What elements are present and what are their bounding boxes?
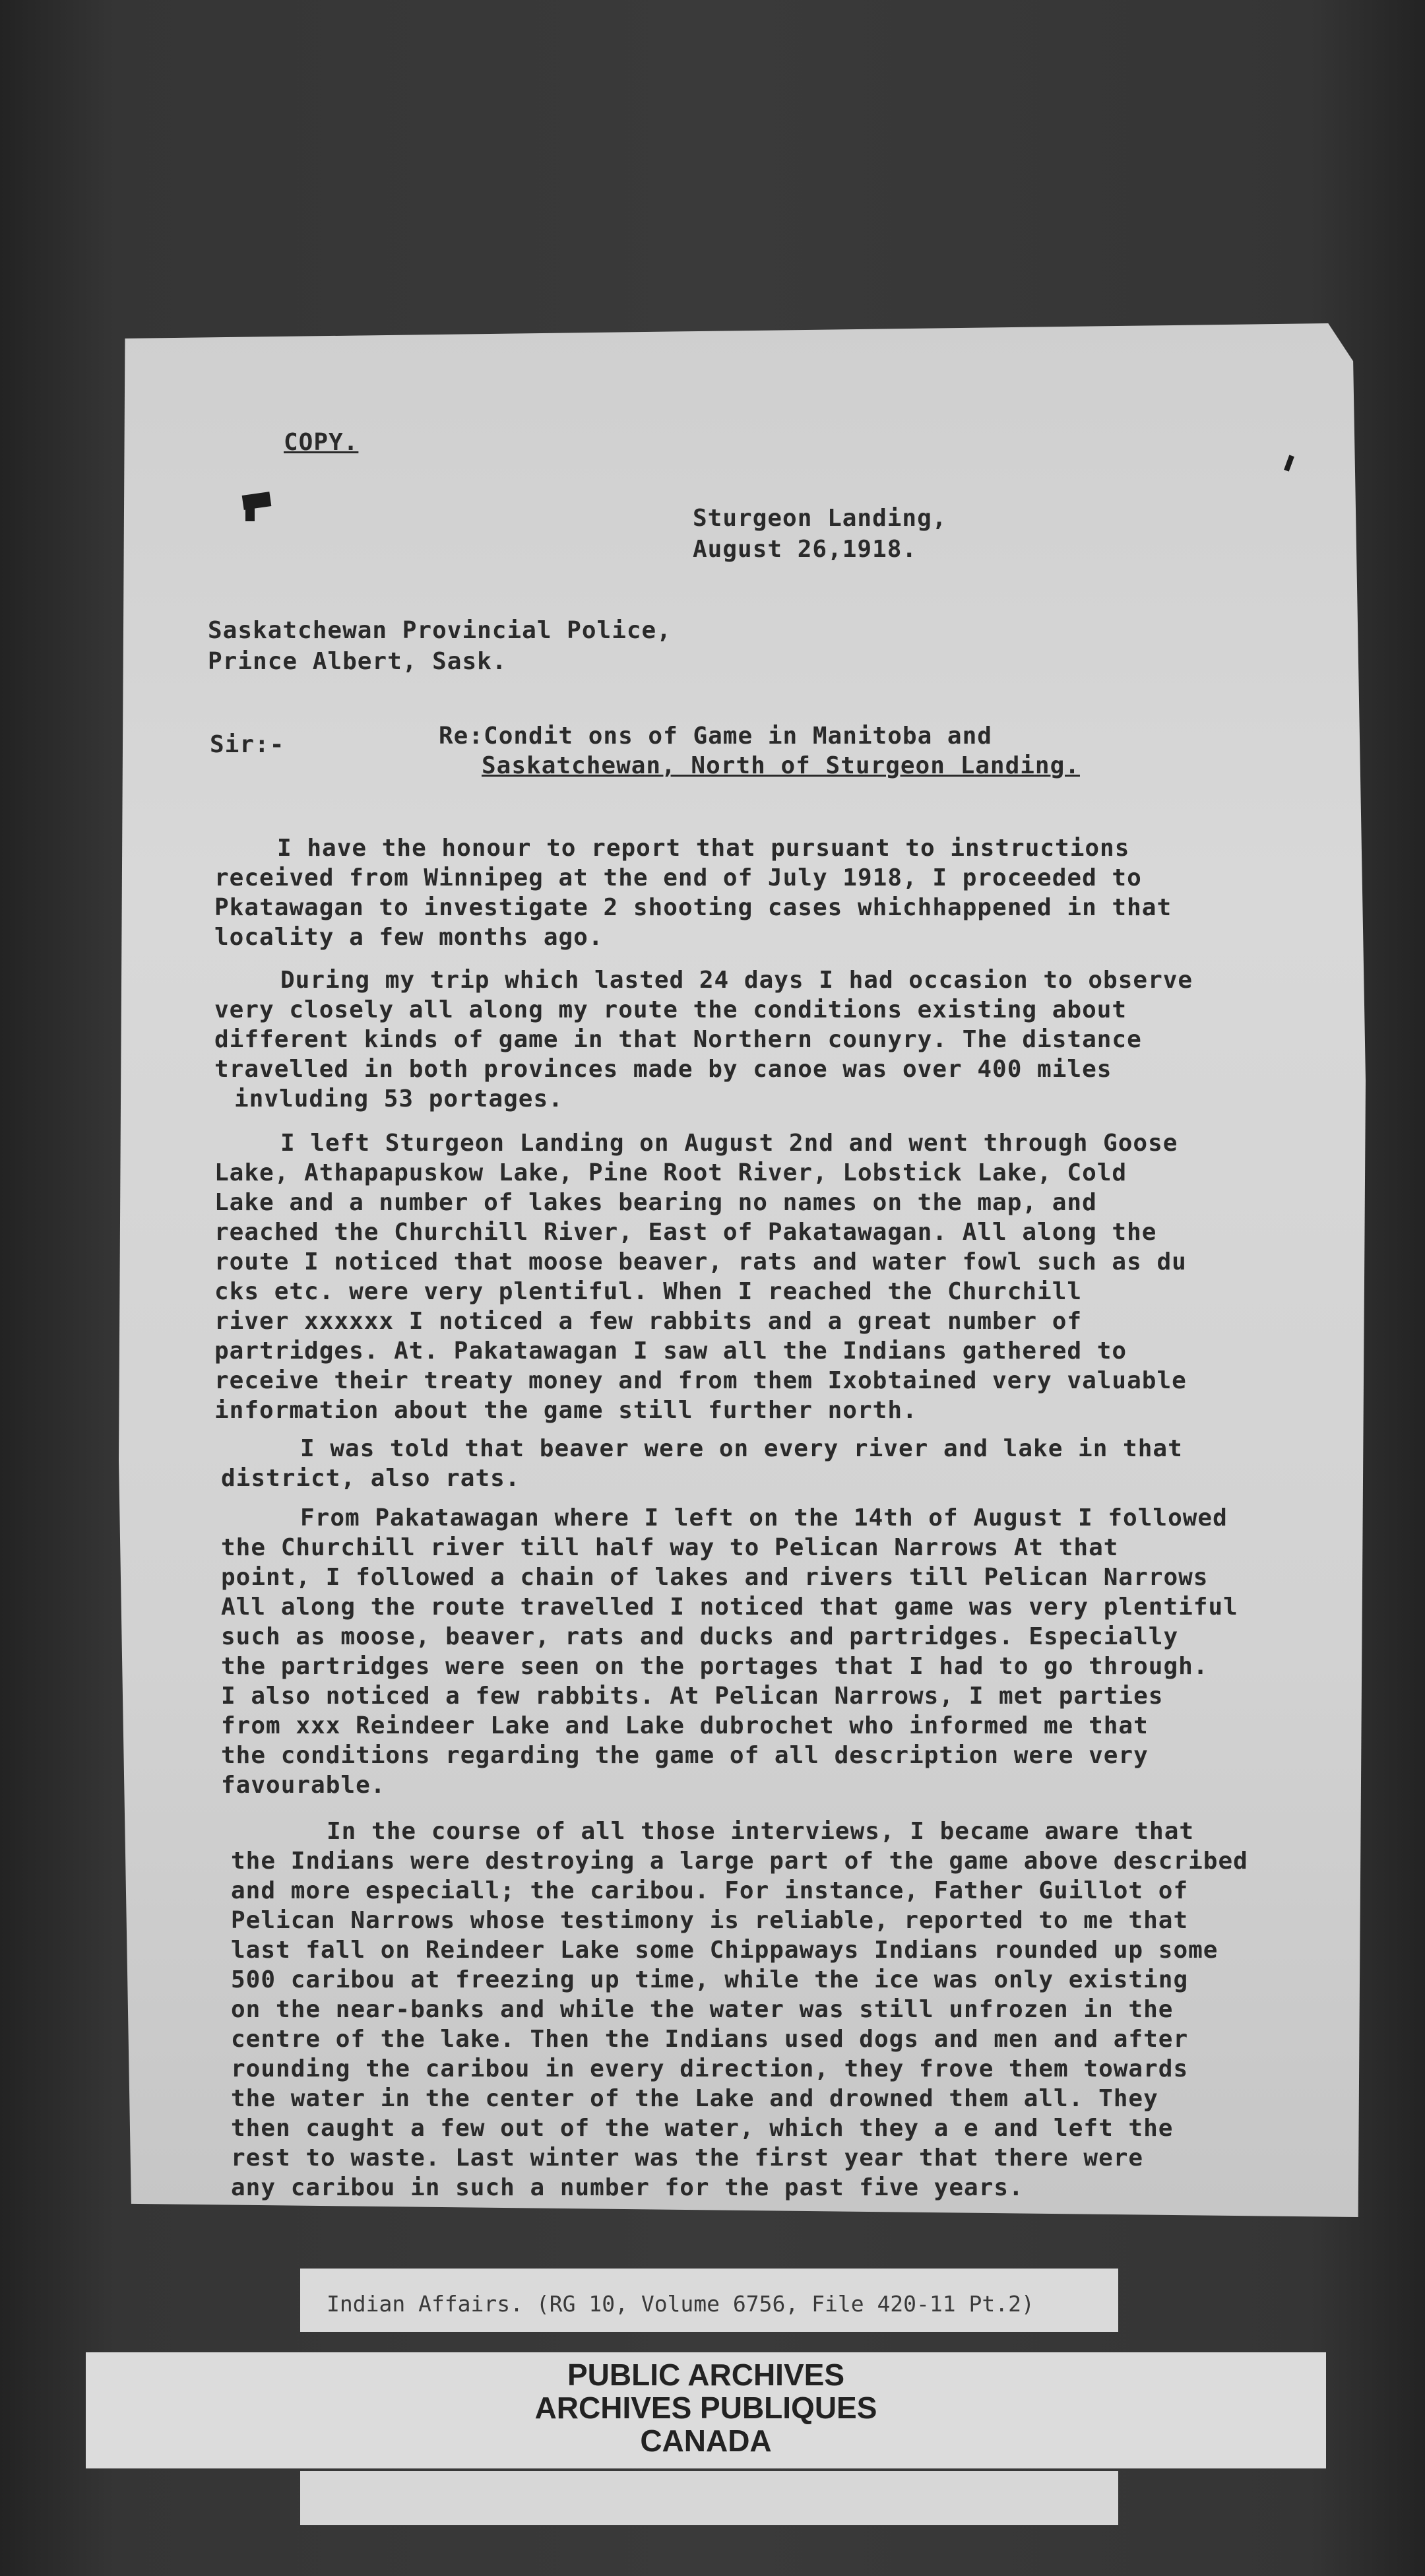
body-line: the conditions regarding the game of all description were very <box>221 1742 1149 1769</box>
copy-label: COPY. <box>284 429 359 456</box>
body-line: During my trip which lasted 24 days I had occasion to observe <box>280 967 1193 994</box>
body-line: I also noticed a few rabbits. At Pelican Narrows, I met parties <box>221 1683 1164 1710</box>
body-line: very closely all along my route the conditions existing about <box>214 996 1127 1023</box>
body-line: travelled in both provinces made by canoe was over 400 miles <box>214 1056 1112 1083</box>
body-line: the Indians were destroying a large part of the game above described <box>231 1848 1248 1875</box>
body-line: point, I followed a chain of lakes and rivers till Pelican Narrows <box>221 1564 1209 1591</box>
body-line: Lake and a number of lakes bearing no names on the map, and <box>214 1189 1097 1216</box>
body-line: I was told that beaver were on every river and lake in that <box>300 1435 1183 1462</box>
body-line: then caught a few out of the water, which they a e and left the <box>231 2115 1174 2142</box>
body-line: such as moose, beaver, rats and ducks and partridges. Especially <box>221 1623 1179 1650</box>
body-line: any caribou in such a number for the past five years. <box>231 2174 1024 2201</box>
body-line: I left Sturgeon Landing on August 2nd and went through Goose <box>280 1130 1178 1157</box>
body-line: favourable. <box>221 1772 386 1799</box>
body-line: district, also rats. <box>221 1465 521 1492</box>
body-line: receive their treaty money and from them Ixobtained very valuable <box>214 1367 1187 1394</box>
body-line: Pelican Narrows whose testimony is reliable, reported to me that <box>231 1907 1189 1934</box>
body-line: partridges. At. Pakatawagan I saw all the Indians gathered to <box>214 1337 1127 1365</box>
body-line: In the course of all those interviews, I became aware that <box>327 1818 1195 1845</box>
body-line: centre of the lake. Then the Indians used dogs and men and after <box>231 2026 1189 2053</box>
body-line: the partridges were seen on the portages that I had to go through. <box>221 1653 1209 1680</box>
archives-stamp-line: PUBLIC ARCHIVES <box>567 2358 844 2392</box>
addressee-line: Prince Albert, Sask. <box>208 648 507 675</box>
body-line: cks etc. were very plentiful. When I reached the Churchill <box>214 1278 1083 1305</box>
subject-line: Re:Condit ons of Game in Manitoba and <box>439 723 992 750</box>
letter-place: Sturgeon Landing, <box>693 505 947 532</box>
body-line: rest to waste. Last winter was the first year that there were <box>231 2144 1144 2172</box>
body-line: river xxxxxx I noticed a few rabbits and a great number of <box>214 1308 1083 1335</box>
body-line: Pkatawagan to investigate 2 shooting cases whichhappened in that <box>214 894 1172 921</box>
body-line: from xxx Reindeer Lake and Lake dubrochet who informed me that <box>221 1712 1149 1739</box>
body-line: and more especiall; the caribou. For instance, Father Guillot of <box>231 1877 1189 1904</box>
body-line: locality a few months ago. <box>214 924 604 951</box>
body-line: the water in the center of the Lake and drowned them all. They <box>231 2085 1158 2112</box>
ink-blot <box>245 501 255 521</box>
body-line: route I noticed that moose beaver, rats and water fowl such as du <box>214 1248 1187 1275</box>
body-line: All along the route travelled I noticed that game was very plentiful <box>221 1594 1238 1621</box>
archive-reference: Indian Affairs. (RG 10, Volume 6756, File 420-11 Pt.2) <box>327 2291 1034 2317</box>
body-line: invluding 53 portages. <box>234 1085 563 1112</box>
body-line: last fall on Reindeer Lake some Chippaways Indians rounded up some <box>231 1937 1219 1964</box>
archives-stamp-line: ARCHIVES PUBLIQUES <box>534 2391 877 2425</box>
body-line: Lake, Athapapuskow Lake, Pine Root River, Lobstick Lake, Cold <box>214 1159 1127 1186</box>
archives-stamp-line: CANADA <box>640 2424 772 2458</box>
letter-date: August 26,1918. <box>693 536 918 563</box>
body-line: on the near-banks and while the water was still unfrozen in the <box>231 1996 1174 2023</box>
addressee-line: Saskatchewan Provincial Police, <box>208 617 672 644</box>
archives-stamp-strip-lower <box>300 2471 1118 2525</box>
body-line: information about the game still further north. <box>214 1397 918 1424</box>
body-line: From Pakatawagan where I left on the 14th of August I followed <box>300 1504 1228 1531</box>
body-line: reached the Churchill River, East of Pakatawagan. All along the <box>214 1219 1157 1246</box>
body-line: 500 caribou at freezing up time, while the ice was only existing <box>231 1966 1189 1993</box>
body-line: I have the honour to report that pursuant to instructions <box>277 835 1130 862</box>
salutation: Sir:- <box>210 731 285 758</box>
body-line: rounding the caribou in every direction, they frove them towards <box>231 2055 1189 2082</box>
body-line: received from Winnipeg at the end of July 1918, I proceeded to <box>214 864 1142 891</box>
subject-line: Saskatchewan, North of Sturgeon Landing. <box>482 752 1080 779</box>
body-line: different kinds of game in that Northern counyry. The distance <box>214 1026 1142 1053</box>
body-line: the Churchill river till half way to Pelican Narrows At that <box>221 1534 1119 1561</box>
